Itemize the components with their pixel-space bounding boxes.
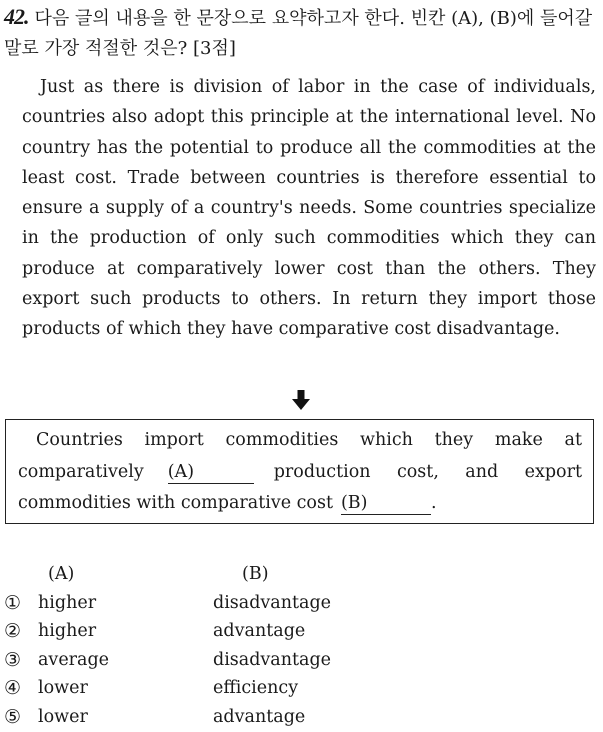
choices-header bbox=[4, 560, 404, 589]
choice-b-value: disadvantage bbox=[213, 649, 332, 670]
question-header bbox=[4, 2, 596, 64]
choice-b-value: efficiency bbox=[213, 678, 299, 698]
summary-part2: production cost, and export commodities with comparative cost bbox=[18, 461, 582, 513]
choice-b-value: advantage bbox=[213, 706, 306, 727]
choice-b-value: advantage bbox=[213, 621, 306, 641]
question-number: 42. bbox=[4, 4, 29, 29]
passage-text: Just as there is division of labor in the case of individuals, countries also adopt this principle at the international level. No country has the potential to produce all the commodities at the least cost. Trade between countries is therefore essential to ensure a supply of a country's needs. Some countries specialize in the production of only such commodities which they can produce at comparatively lower cost than the others. They export such products to others. In return they import those products of which they have comparative cost disadvantage. bbox=[22, 77, 596, 340]
choice-4[interactable] bbox=[4, 674, 404, 703]
choice-a-value: lower bbox=[38, 706, 88, 727]
blank-a: (A) bbox=[168, 461, 254, 484]
down-arrow-icon bbox=[292, 390, 310, 410]
summary-box bbox=[5, 419, 594, 524]
header-a: (A) bbox=[48, 564, 75, 584]
choice-a-value: higher bbox=[38, 621, 97, 641]
choice-number: ④ bbox=[4, 677, 22, 699]
choice-a-value: higher bbox=[38, 592, 97, 613]
blank-b: (B) bbox=[341, 492, 431, 515]
summary-text bbox=[18, 425, 582, 520]
summary-part1: Countries import commodities which they make at comparatively bbox=[18, 430, 582, 482]
choice-number: ① bbox=[4, 591, 22, 614]
answer-choices bbox=[4, 560, 404, 731]
choice-number: ⑤ bbox=[4, 705, 22, 728]
choice-2[interactable] bbox=[4, 617, 404, 646]
choice-a-value: average bbox=[38, 649, 110, 670]
choice-number: ② bbox=[4, 620, 22, 642]
summary-end: . bbox=[430, 493, 437, 513]
choice-3[interactable] bbox=[4, 646, 404, 675]
question-instruction: 다음 글의 내용을 한 문장으로 요약하고자 한다. 빈칸 (A), (B)에 들어갈 말로 가장 적절한 것은? [3점] bbox=[4, 8, 593, 59]
choice-number: ③ bbox=[4, 648, 22, 671]
passage bbox=[22, 72, 596, 345]
choice-5[interactable] bbox=[4, 703, 404, 732]
choice-1[interactable] bbox=[4, 589, 404, 618]
choice-a-value: lower bbox=[38, 678, 88, 698]
choice-b-value: disadvantage bbox=[213, 592, 332, 613]
header-b: (B) bbox=[242, 564, 269, 584]
